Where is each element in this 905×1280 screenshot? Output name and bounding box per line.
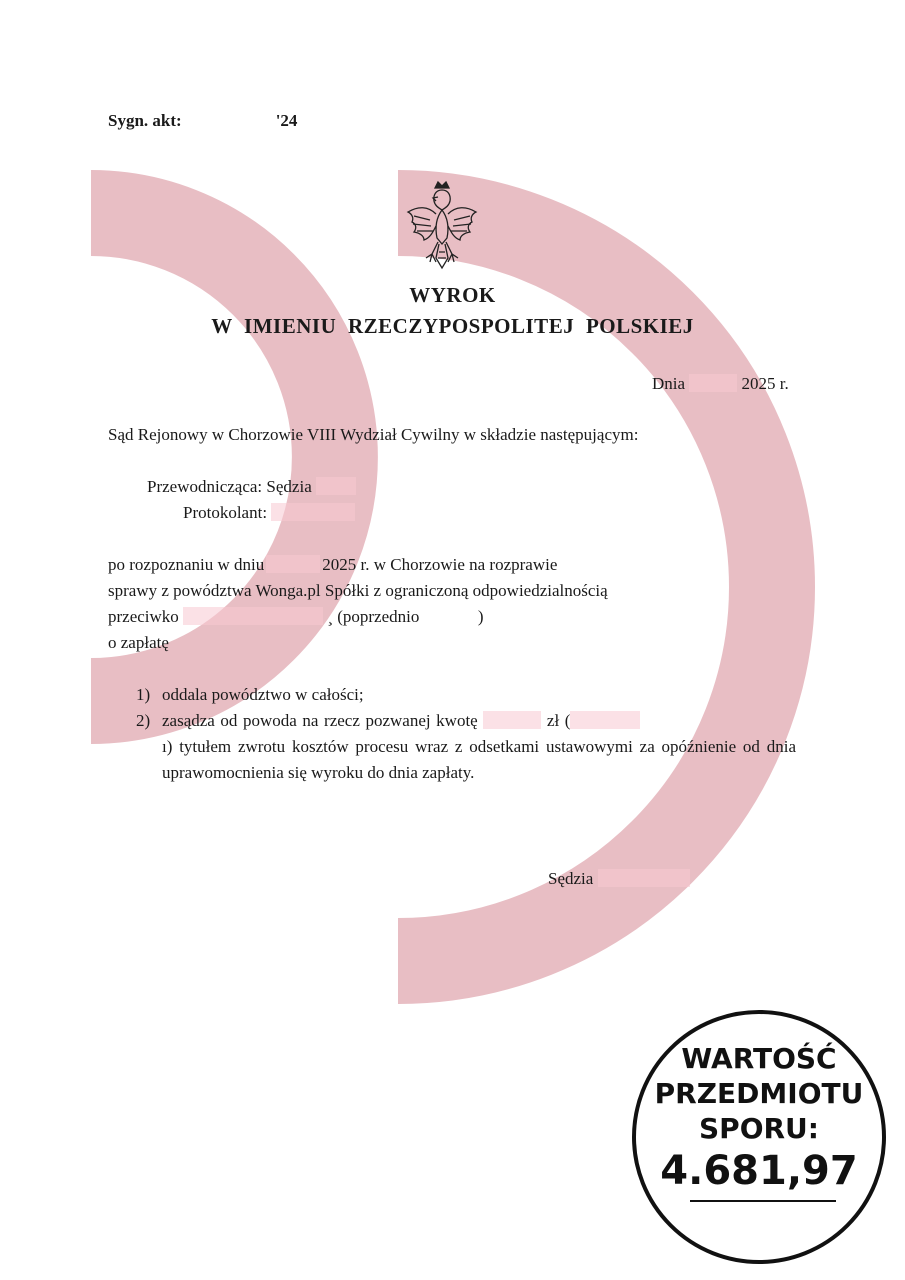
proceedings-line-4: o zapłatę	[108, 633, 169, 652]
value-in-dispute-badge	[632, 1010, 886, 1264]
badge-underline	[690, 1200, 836, 1202]
proceedings-line-2: sprawy z powództwa Wonga.pl Spółki z ograniczoną odpowiedzialnością	[108, 581, 608, 600]
judge-signature	[548, 866, 690, 892]
redacted-signature-name	[598, 869, 690, 887]
ruling-item-2	[136, 708, 796, 786]
against-label: przeciwko	[108, 607, 179, 626]
ruling-date	[652, 371, 789, 397]
redacted-day	[689, 374, 737, 392]
ruling-item-text: oddala powództwo w całości;	[162, 685, 364, 704]
presiding-judge-line	[147, 474, 356, 500]
ruling-item-1	[136, 682, 796, 708]
polish-eagle-emblem-icon	[402, 180, 482, 272]
proceedings-line-3	[108, 604, 484, 630]
ruling-item-number: 2)	[136, 711, 151, 730]
document-title: WYROK	[409, 283, 496, 307]
hearing-date-prefix: po rozpoznaniu w dniu	[108, 555, 265, 574]
redacted-hearing-day	[266, 555, 320, 573]
date-year: 2025 r.	[741, 374, 789, 393]
line3-glyph: ¸	[327, 607, 333, 626]
redacted-amount	[483, 711, 541, 729]
redacted-judge-name	[316, 477, 356, 495]
chair-title: Sędzia	[266, 477, 312, 496]
case-number	[108, 108, 297, 134]
redacted-defendant-name	[183, 607, 323, 625]
proceedings-line-1	[108, 552, 557, 578]
redacted-clerk-name	[271, 503, 355, 521]
court-composition: Sąd Rejonowy w Chorzowie VIII Wydział Cywilny w składzie następującym:	[108, 425, 639, 444]
formerly-close: )	[477, 607, 484, 626]
date-prefix: Dnia	[652, 374, 686, 393]
signature-title: Sędzia	[548, 869, 594, 888]
badge-line-3: SPORU:	[699, 1112, 819, 1145]
chair-label: Przewodnicząca:	[147, 477, 263, 496]
document-subtitle: W IMIENIU RZECZYPOSPOLITEJ POLSKIEJ	[211, 314, 694, 338]
clerk-label: Protokolant:	[183, 503, 268, 522]
redacted-amount-words	[570, 711, 640, 729]
case-number-suffix: '24	[275, 111, 298, 130]
ruling-list	[136, 682, 796, 786]
badge-line-1: WARTOŚĆ	[681, 1042, 837, 1075]
clerk-line	[183, 500, 355, 526]
hearing-date-suffix: 2025 r. w Chorzowie na rozprawie	[322, 555, 558, 574]
formerly-label: (poprzednio	[337, 607, 420, 626]
ruling-item-number: 1)	[136, 685, 151, 704]
ruling-item-text: zasądza od powoda na rzecz pozwanej kwotę zł ( ı) tytułem zwrotu kosztów procesu wraz z odsetkami ustawowymi za opóźnienie od dnia uprawomocnienia się wyroku do dnia zapłaty.	[162, 711, 797, 782]
badge-line-2: PRZEDMIOTU	[654, 1077, 864, 1110]
badge-amount: 4.681,97	[660, 1148, 858, 1194]
case-number-label: Sygn. akt:	[108, 111, 182, 130]
